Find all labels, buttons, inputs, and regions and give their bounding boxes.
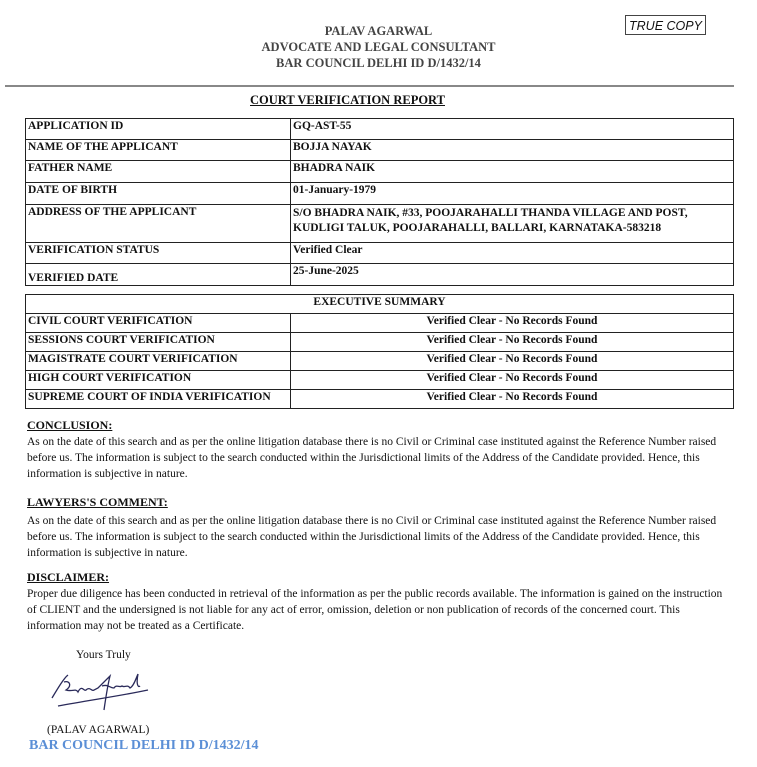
table-row: [26, 140, 734, 161]
value: Verified Clear - No Records Found: [291, 352, 734, 371]
label: FATHER NAME: [26, 161, 291, 183]
table-row: [26, 371, 734, 390]
letterhead-bar-id: BAR COUNCIL DELHI ID D/1432/14: [276, 56, 481, 70]
value: BOJJA NAYAK: [291, 140, 734, 161]
signature-image: [50, 670, 160, 715]
table-row: [26, 390, 734, 409]
signatory-name: (PALAV AGARWAL): [47, 724, 150, 736]
label: ADDRESS OF THE APPLICANT: [26, 205, 291, 243]
table-header-row: [26, 295, 734, 314]
value: 01-January-1979: [291, 183, 734, 205]
table-row: [26, 243, 734, 264]
value: Verified Clear - No Records Found: [291, 333, 734, 352]
signatory-bar-id: BAR COUNCIL DELHI ID D/1432/14: [29, 738, 259, 753]
table-row: [26, 333, 734, 352]
value: Verified Clear - No Records Found: [291, 314, 734, 333]
table-row: [26, 352, 734, 371]
lawyers-comment-heading: LAWYERS'S COMMENT:: [27, 495, 168, 509]
label: VERIFICATION STATUS: [26, 243, 291, 264]
table-row: [26, 314, 734, 333]
letterhead-title: ADVOCATE AND LEGAL CONSULTANT: [261, 40, 496, 54]
table-row: [26, 264, 734, 286]
value: S/O BHADRA NAIK, #33, POOJARAHALLI THANDA VILLAGE AND POST, KUDLIGI TALUK, POOJARAHALLI, BALLARI, KARNATAKA-583218: [291, 205, 734, 243]
disclaimer-heading: DISCLAIMER:: [27, 570, 110, 584]
letterhead-name: PALAV AGARWAL: [324, 24, 433, 38]
label: DATE OF BIRTH: [26, 183, 291, 205]
label: HIGH COURT VERIFICATION: [26, 371, 291, 390]
executive-summary-table: [25, 294, 734, 409]
disclaimer-text: Proper due diligence has been conducted in retrieval of the information as per the public records available. The information is gained on the instruction of CLIENT and the undersigned is not liable for any act of error, omission, deletion or non publication of records of the concerned court. This information may not be treated as a Certificate.: [27, 588, 723, 632]
value: Verified Clear: [291, 243, 734, 264]
label: NAME OF THE APPLICANT: [26, 140, 291, 161]
conclusion-text: As on the date of this search and as per the online litigation database there is no Civil or Criminal case instituted against the Reference Number raised before us. The information is subject to the search conducted within the Jurisdictional limits of the Address of the Candidate provided. Hence, this information is subjective in nature.: [27, 436, 717, 480]
closing: Yours Truly: [76, 649, 131, 661]
table-row: [26, 183, 734, 205]
value: Verified Clear - No Records Found: [291, 390, 734, 409]
lawyers-comment-text: As on the date of this search and as per the online litigation database there is no Civil or Criminal case instituted against the Reference Number raised before us. The information is subject to the search conducted within the Jurisdictional limits of the Address of the Candidate provided. Hence, this information is subjective in nature.: [27, 515, 717, 559]
label: SESSIONS COURT VERIFICATION: [26, 333, 291, 352]
conclusion-heading: CONCLUSION:: [27, 418, 113, 432]
table-row: [26, 205, 734, 243]
table-row: [26, 161, 734, 183]
label: CIVIL COURT VERIFICATION: [26, 314, 291, 333]
value: BHADRA NAIK: [291, 161, 734, 183]
value: 25-June-2025: [291, 264, 734, 286]
header-divider: [5, 85, 734, 87]
value: Verified Clear - No Records Found: [291, 371, 734, 390]
label: MAGISTRATE COURT VERIFICATION: [26, 352, 291, 371]
report-title: COURT VERIFICATION REPORT: [250, 93, 445, 107]
summary-header: EXECUTIVE SUMMARY: [26, 295, 734, 314]
table-row: [26, 119, 734, 140]
label: APPLICATION ID: [26, 119, 291, 140]
value: GQ-AST-55: [291, 119, 734, 140]
label: SUPREME COURT OF INDIA VERIFICATION: [26, 390, 291, 409]
applicant-details-table: [25, 118, 734, 286]
label: VERIFIED DATE: [26, 264, 291, 286]
true-copy-stamp: TRUE COPY: [625, 15, 706, 35]
